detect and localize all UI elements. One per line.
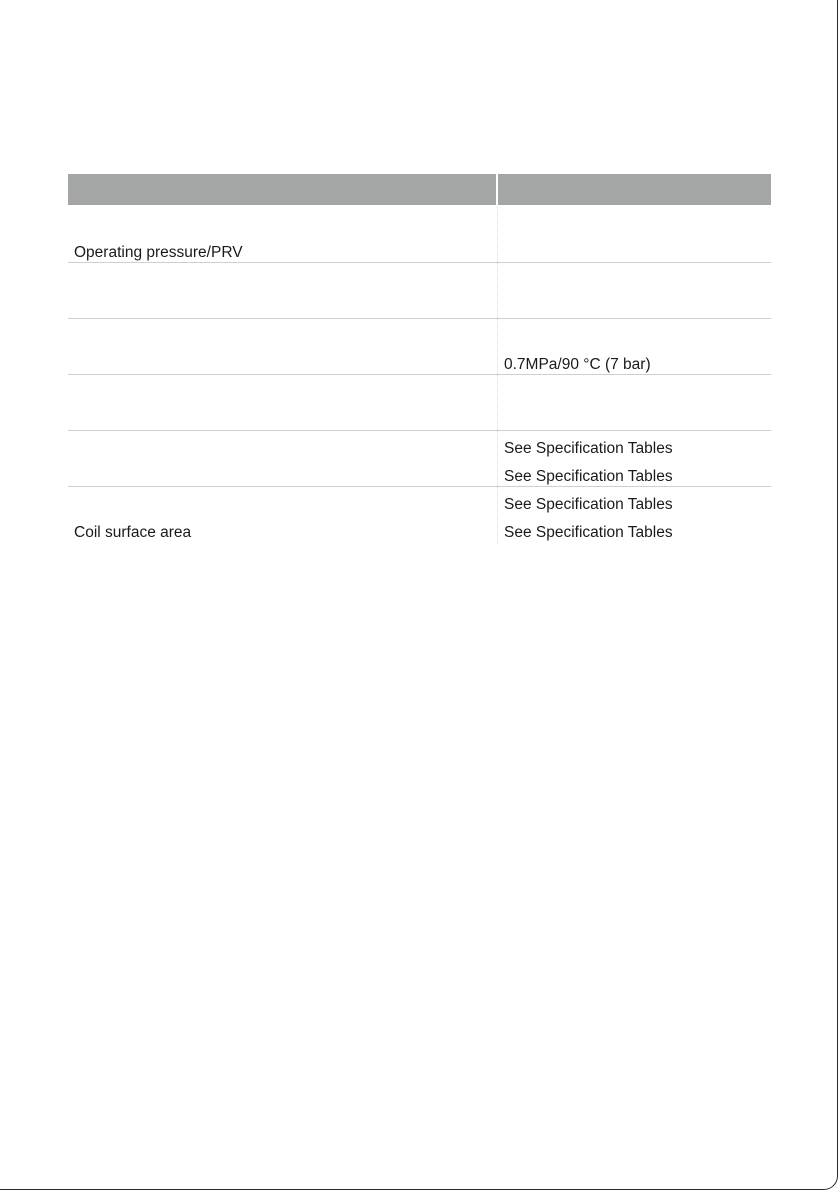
row-value-bottom: 0.7MPa/90 °C (7 bar) [504, 356, 651, 373]
table-header-cell-left [68, 174, 498, 205]
row-value-bottom: See Specification Tables [504, 524, 673, 541]
table-row [68, 487, 771, 544]
row-value-cell [498, 487, 771, 544]
row-label-cell [68, 207, 498, 262]
row-value-cell [498, 319, 771, 374]
row-label-cell [68, 431, 498, 486]
table-header-cell-right [498, 174, 771, 205]
row-value-cell [498, 207, 771, 262]
row-label-cell [68, 375, 498, 430]
table-header-row [68, 174, 771, 205]
table-row [68, 207, 771, 263]
row-label: Coil surface area [74, 524, 192, 541]
row-value-top: See Specification Tables [504, 440, 673, 457]
row-label-cell [68, 263, 498, 318]
row-value-bottom: See Specification Tables [504, 468, 673, 485]
row-value-cell [498, 375, 771, 430]
specification-table [68, 174, 771, 544]
row-value-cell [498, 263, 771, 318]
row-label-cell [68, 487, 498, 544]
table-row [68, 319, 771, 375]
row-value-top: See Specification Tables [504, 496, 673, 513]
row-label: Operating pressure/PRV [74, 244, 243, 261]
table-row [68, 431, 771, 487]
row-label-cell [68, 319, 498, 374]
table-row [68, 263, 771, 319]
row-value-cell [498, 431, 771, 486]
table-row [68, 375, 771, 431]
